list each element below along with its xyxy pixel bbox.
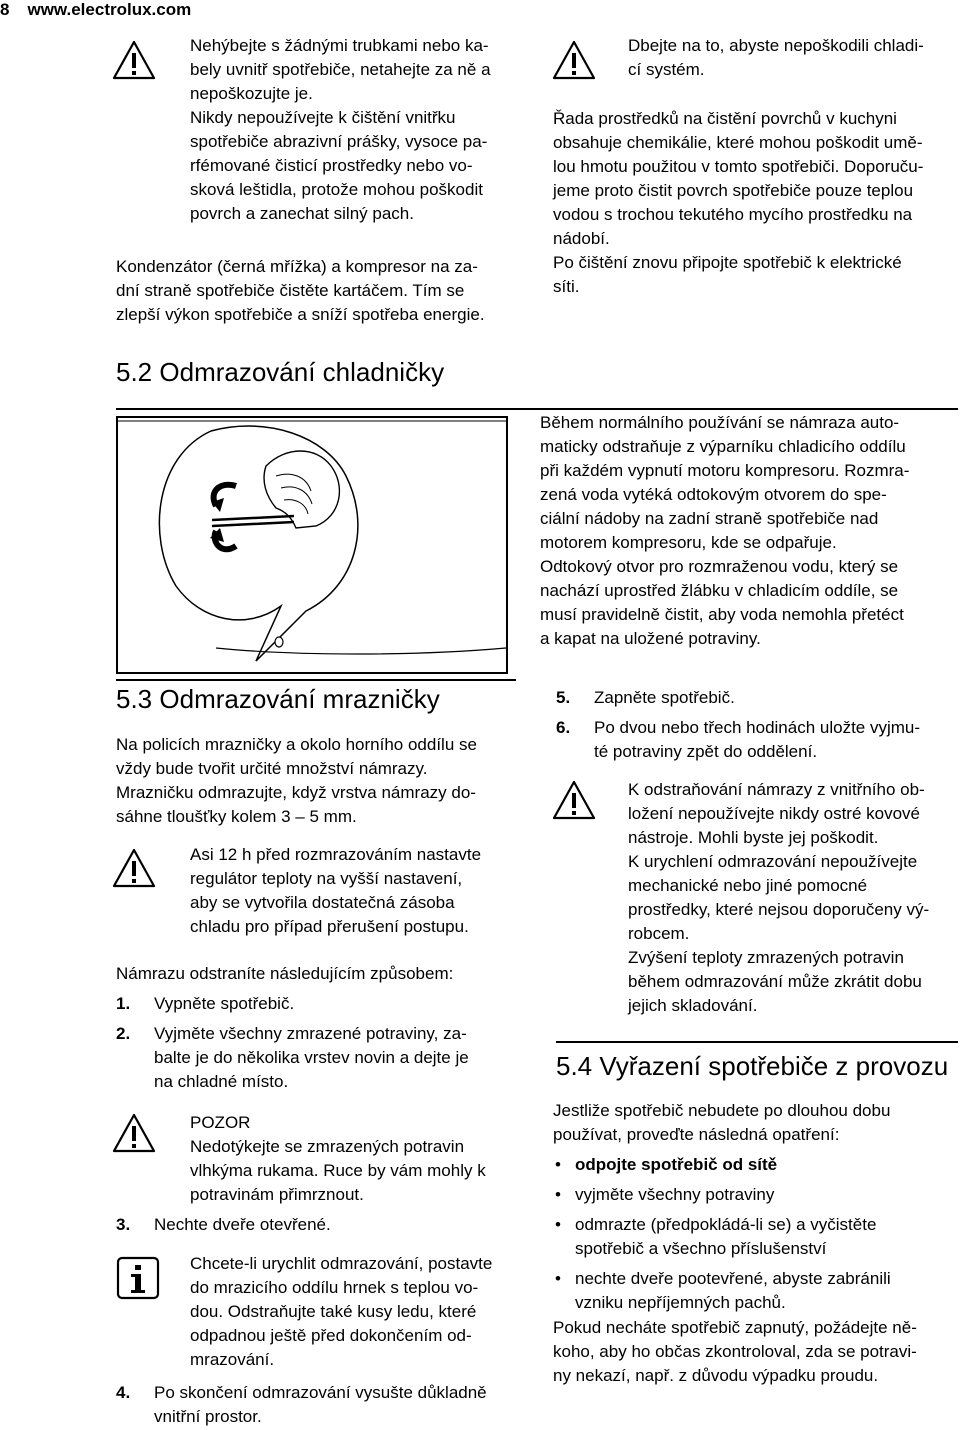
step-1-text: Vypněte spotřebič. — [154, 994, 295, 1013]
section-5-4-outro: Pokud necháte spotřebič zapnutý, požádejte ně- koho, aby ho občas zkontroloval, zda se potravi- ny nekazí, např. z důvodu výpadku proudu. — [553, 1318, 917, 1385]
site-url: www.electrolux.com — [27, 0, 192, 19]
page-header — [0, 0, 209, 20]
caution-block: POZOR Nedotýkejte se zmrazených potravin vlhkýma rukama. Ruce by vám mohly k potravinám přimrznout. — [190, 1113, 486, 1204]
step-3-text: Nechte dveře otevřené. — [154, 1215, 331, 1234]
step-number: 3. — [116, 1215, 131, 1234]
step-number: 5. — [556, 688, 571, 707]
step-number: 6. — [556, 718, 571, 737]
method-line: Námrazu odstraníte následujícím způsobem: — [116, 964, 454, 983]
bullet-marker: • — [555, 1185, 561, 1204]
section-rule — [116, 408, 958, 410]
section-rule — [116, 679, 516, 681]
warning-text-regulator: Asi 12 h před rozmrazováním nastavte regulátor teploty na vyšší nastavení, aby se vytvořila dostatečná zásoba chladu pro případ přerušení postupu. — [190, 845, 482, 936]
warning-triangle-icon — [552, 780, 596, 820]
warning-text-sharp-tools: K odstraňování námrazy z vnitřního ob- ložení nepoužívejte nikdy ostré kovové nástroje. Mohli byste jej poškodit. K urychlení odmrazování nepoužívejte mechanické nebo jiné pomocné prostředky, které nejsou doporučeny vý- robcem. Zvýšení teploty zmrazených potravin během odmrazování může zkrátit dobu jejich skladování. — [628, 780, 930, 1015]
bullet-remove-food: vyjměte všechny potraviny — [575, 1185, 775, 1204]
section-5-2-heading: 5.2 Odmrazování chladničky — [116, 357, 445, 387]
caution-title: POZOR — [190, 1113, 251, 1132]
warning-triangle-icon — [112, 1113, 156, 1153]
warning-triangle-icon — [112, 848, 156, 888]
step-5-text: Zapněte spotřebič. — [594, 688, 735, 707]
bullet-disconnect: odpojte spotřebič od sítě — [575, 1155, 778, 1174]
warning-triangle-icon — [552, 40, 596, 80]
warning-text-cooling: Dbejte na to, abyste nepoškodili chladi- cí systém. — [628, 36, 924, 79]
warning-text-pipes: Nehýbejte s žádnými trubkami nebo ka- bely uvnitř spotřebiče, netahejte za ně a nepoškozujte je. Nikdy nepoužívejte k čištění vnitřku spotřebiče abrazivní prášky, vysoce pa- rfémované čisticí prostředky nebo vo- sková leštidla, protože mohou poškodit povrch a zanechat silný pach. — [190, 36, 491, 223]
info-icon — [116, 1256, 160, 1300]
page-number: 8 — [0, 0, 10, 19]
step-4-text: Po skončení odmrazování vysušte důkladně vnitřní prostor. — [154, 1383, 487, 1426]
condenser-paragraph: Kondenzátor (černá mřížka) a kompresor na za- dní straně spotřebiče čistěte kartáčem. Tím se zlepší výkon spotřebiče a sníží spotřeba energie. — [116, 257, 485, 324]
step-number: 4. — [116, 1383, 131, 1402]
bullet-marker: • — [555, 1269, 561, 1288]
cleaning-products-paragraph: Řada prostředků na čistění povrchů v kuchyni obsahuje chemikálie, které mohou poškodit umě- lou hmotu použitou v tomto spotřebiči. Doporuču- jeme proto čistit povrch spotřebiče pouze teplou vodou s trochou tekutého mycího prostředku na nádobí. Po čištění znovu připojte spotřebič k elektrické síti. — [553, 109, 924, 296]
section-5-3-heading: 5.3 Odmrazování mrazničky — [116, 684, 440, 714]
step-2-text: Vyjměte všechny zmrazené potraviny, za- balte je do několika vrstev novin a dejte je na chladné místo. — [154, 1024, 469, 1091]
bullet-marker: • — [555, 1215, 561, 1234]
info-text-warm-water: Chcete-li urychlit odmrazování, postavte do mrazicího oddílu hrnek s teplou vo- dou. Odstraňujte také kusy ledu, které odpadnou ještě před dokončením od- mrazování. — [190, 1254, 493, 1369]
bullet-defrost-clean: odmrazte (předpokládá-li se) a vyčistěte spotřebič a všechno příslušenství — [575, 1215, 877, 1258]
bullet-marker: • — [555, 1155, 561, 1174]
step-number: 1. — [116, 994, 131, 1013]
section-5-4-intro: Jestliže spotřebič nebudete po dlouhou dobu používat, proveďte následná opatření: — [553, 1101, 891, 1144]
section-5-3-intro: Na policích mrazničky a okolo horního oddílu se vždy bude tvořit určité množství námrazy. Mrazničku odmrazujte, když vrstva námrazy do- sáhne tloušťky kolem 3 – 5 mm. — [116, 735, 477, 826]
step-6-text: Po dvou nebo třech hodinách uložte vyjmu- té potraviny zpět do oddělení. — [594, 718, 921, 761]
warning-triangle-icon — [112, 40, 156, 80]
section-5-2-paragraph: Během normálního používání se námraza auto- maticky odstraňuje z výparníku chladicího oddílu při každém vypnutí motoru kompresoru. Rozmra- zená voda vytéká odtokovým otvorem do spe- ciální nádoby na zadní straně spotřebiče nad motorem kompresoru, kde se odpařuje. Odtokový otvor pro rozmraženou vodu, který se nachází uprostřed žlábku v chladicím oddíle, se musí pravidelně čistit, aby voda nemohla přetéct a kapat na uložené potraviny. — [540, 413, 910, 648]
bullet-door-ajar: nechte dveře pootevřené, abyste zabránili vzniku nepříjemných pachů. — [575, 1269, 891, 1312]
defrost-drain-illustration — [116, 416, 508, 674]
section-5-4-heading: 5.4 Vyřazení spotřebiče z provozu — [556, 1051, 949, 1081]
section-rule — [556, 1041, 958, 1043]
step-number: 2. — [116, 1024, 131, 1043]
